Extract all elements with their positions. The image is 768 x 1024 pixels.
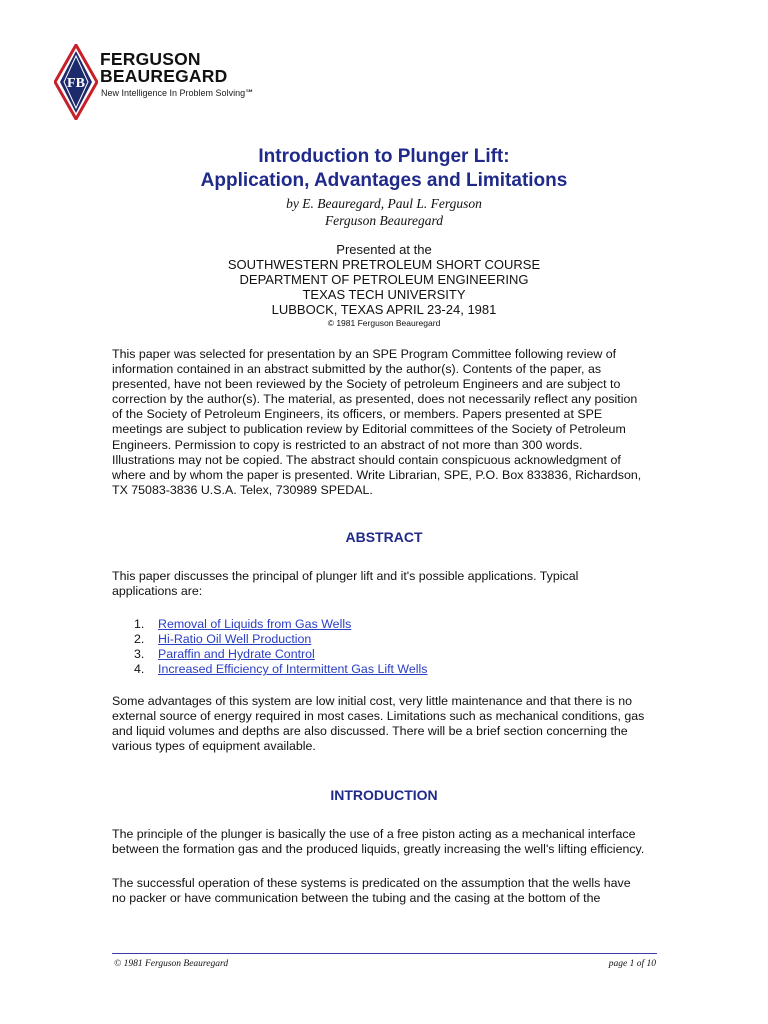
list-item bbox=[112, 647, 428, 662]
paper-title-line2: Application, Advantages and Limitations bbox=[200, 170, 568, 191]
authors-line: by E. Beauregard, Paul L. Ferguson bbox=[286, 196, 482, 211]
text-line: no packer or have communication between the tubing and the casing at the bottom of the bbox=[112, 891, 601, 906]
text-line: Engineers. Permission to copy is restricted to an abstract of not more than 300 words. bbox=[112, 437, 583, 452]
presented-course: SOUTHWESTERN PRETROLEUM SHORT COURSE bbox=[227, 257, 541, 272]
presented-place-date: LUBBOCK, TEXAS APRIL 23-24, 1981 bbox=[271, 302, 497, 317]
list-number: 4. bbox=[134, 662, 145, 677]
brand-name-line1: FERGUSON bbox=[100, 49, 201, 69]
list-number: 3. bbox=[134, 647, 145, 662]
text-line: external source of energy required in most cases. Limitations such as mechanical conditions, gas bbox=[112, 709, 645, 724]
text-line: meetings are subject to publication review by Editorial committees of the Society of Petroleum bbox=[112, 422, 626, 437]
introduction-paragraph-1 bbox=[112, 827, 660, 857]
text-line: This paper discusses the principal of plunger lift and it's possible applications. Typical bbox=[112, 569, 579, 583]
text-line: The successful operation of these systems is predicated on the assumption that the wells have bbox=[112, 876, 631, 890]
application-link-liquids-removal[interactable]: Removal of Liquids from Gas Wells bbox=[158, 617, 352, 631]
brand-name-line2: BEAUREGARD bbox=[100, 66, 228, 86]
presented-intro: Presented at the bbox=[336, 242, 432, 257]
introduction-paragraph-2 bbox=[112, 876, 660, 906]
text-line: correction by the author(s). The material, as presented, does not necessarily reflect any position bbox=[112, 392, 638, 407]
logo-monogram: FB bbox=[67, 76, 85, 91]
text-line: This paper was selected for presentation by an SPE Program Committee following review of bbox=[112, 347, 617, 361]
text-line: information contained in an abstract submitted by the author(s). Contents of the paper, as bbox=[112, 362, 602, 377]
introduction-heading: INTRODUCTION bbox=[330, 787, 438, 803]
brand-tagline: New Intelligence In Problem Solving℠ bbox=[101, 88, 255, 98]
application-link-hi-ratio[interactable]: Hi-Ratio Oil Well Production bbox=[158, 632, 312, 647]
presented-copyright: © 1981 Ferguson Beauregard bbox=[327, 318, 441, 328]
paper-title-line1: Introduction to Plunger Lift: bbox=[258, 146, 510, 167]
text-line: Some advantages of this system are low initial cost, very little maintenance and that there is no bbox=[112, 694, 632, 708]
text-line: presented, have not been reviewed by the Society of petroleum Engineers and are subject to bbox=[112, 377, 621, 392]
list-item bbox=[112, 632, 428, 647]
applications-list bbox=[112, 617, 428, 677]
footer-divider bbox=[112, 953, 657, 954]
presented-university: TEXAS TECH UNIVERSITY bbox=[302, 287, 466, 302]
page-number: page 1 of 10 bbox=[608, 959, 656, 969]
text-line: applications are: bbox=[112, 584, 203, 599]
presented-department: DEPARTMENT OF PETROLEUM ENGINEERING bbox=[239, 272, 529, 287]
text-line: and liquid volumes and depths are also discussed. There will be a brief section concerning the bbox=[112, 724, 628, 739]
application-link-gas-lift[interactable]: Increased Efficiency of Intermittent Gas Lift Wells bbox=[158, 662, 428, 677]
text-line: between the formation gas and the produced liquids, greatly increasing the well's lifting efficiency. bbox=[112, 842, 645, 857]
application-link-paraffin[interactable]: Paraffin and Hydrate Control bbox=[158, 647, 315, 662]
text-line: The principle of the plunger is basically the use of a free piston acting as a mechanical interface bbox=[112, 827, 636, 841]
list-number: 2. bbox=[134, 632, 145, 647]
logo-diamond-icon bbox=[54, 44, 98, 120]
company-logo bbox=[54, 44, 274, 120]
abstract-summary-paragraph bbox=[112, 694, 660, 754]
abstract-heading: ABSTRACT bbox=[345, 529, 423, 545]
spe-notice-paragraph bbox=[112, 347, 660, 498]
text-line: of the Society of Petroleum Engineers, its officers, or members. Papers presented at SPE bbox=[112, 407, 603, 422]
text-line: Illustrations may not be copied. The abstract should contain conspicuous acknowledgment of bbox=[112, 452, 621, 467]
text-line: TX 75083-3836 U.S.A. Telex, 730989 SPEDAL. bbox=[112, 482, 373, 497]
list-item bbox=[112, 662, 428, 677]
text-line: where and by whom the paper is presented. Write Librarian, SPE, P.O. Box 833836, Richardson, bbox=[112, 467, 642, 482]
affiliation-line: Ferguson Beauregard bbox=[324, 213, 444, 228]
list-item bbox=[112, 617, 428, 632]
text-line: various types of equipment available. bbox=[112, 739, 316, 754]
list-number: 1. bbox=[134, 617, 145, 631]
footer-copyright: © 1981 Ferguson Beauregard bbox=[114, 959, 229, 969]
abstract-intro-paragraph bbox=[112, 569, 660, 599]
